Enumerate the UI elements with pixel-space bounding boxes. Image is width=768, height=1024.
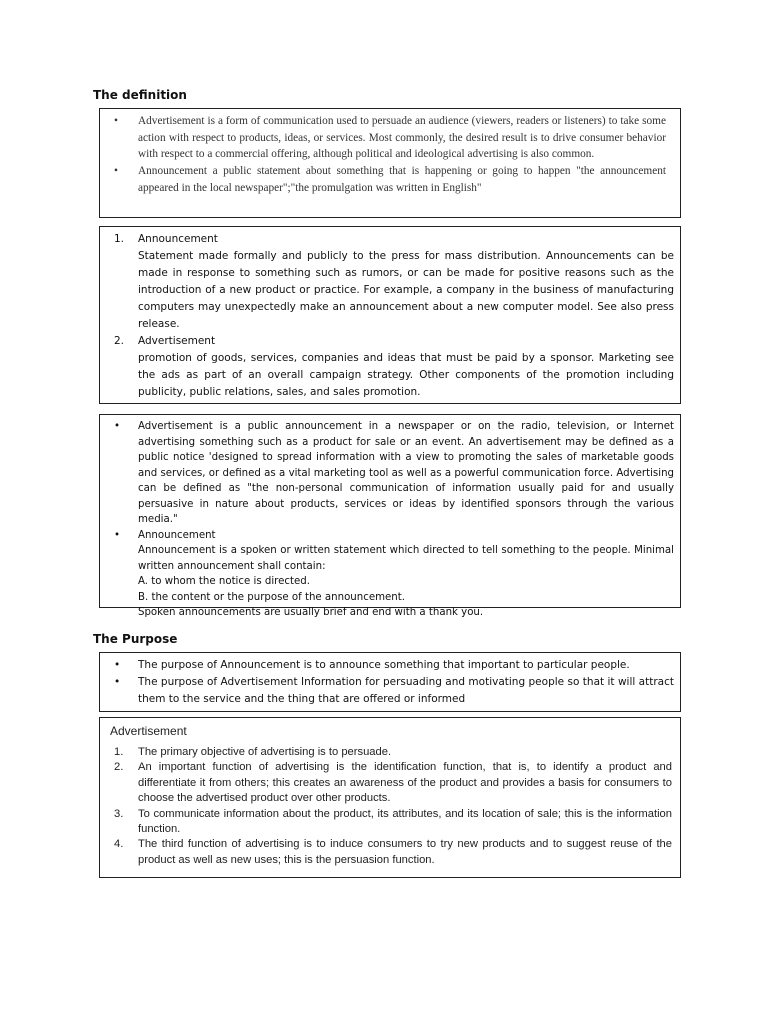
list-item <box>100 657 674 674</box>
list-item-text: To communicate information about the product, its attributes, and its location of sale; this is the information function. <box>138 807 672 836</box>
list-number: 1. <box>114 233 125 245</box>
list-item-text: promotion of goods, services, companies and ideas that must be paid by a sponsor. Marketing see the ads as part of an overall campaign strategy. Other components of the promotion including publicity, public relations, sales, and sales promotion. <box>138 352 674 398</box>
box-title: Advertisement <box>110 724 187 738</box>
list-item-subpoint: A. to whom the notice is directed. <box>138 576 310 587</box>
purpose-box-1 <box>99 652 681 712</box>
list-item <box>100 231 674 333</box>
list-item-text: Advertisement is a form of communication used to persuade an audience (viewers, readers or listeners) to take some action with respect to products, ideas, or services. Most commonly, the desired result is to drive consumer behavior with respect to a commercial offering, although political and ideological advertising is also common. <box>138 115 666 161</box>
list-item-title: Advertisement <box>138 335 216 347</box>
purpose-heading: The Purpose <box>93 632 178 646</box>
list-item <box>100 113 666 163</box>
list-item-text: The purpose of Announcement is to announce something that important to particular people. <box>138 659 630 671</box>
list-item-subpoint: B. the content or the purpose of the announcement. <box>138 591 405 603</box>
list-item <box>100 419 674 528</box>
list-item-title: Announcement <box>138 529 216 541</box>
list-item-text: The third function of advertising is to induce consumers to try new products and to suggest reuse of the product as well as new uses; this is the persuasion function. <box>138 838 672 866</box>
bullet-icon: • <box>114 529 121 541</box>
list-item-text: The purpose of Advertisement Information for persuading and motivating people so that it will attract them to the service and the thing that are offered or informed <box>138 676 674 705</box>
list-item <box>100 837 672 868</box>
list-number: 1. <box>114 746 124 758</box>
bullet-icon: • <box>114 165 118 178</box>
bullet-icon: • <box>114 676 121 688</box>
list-item <box>100 163 666 196</box>
purpose-box-2 <box>99 717 681 878</box>
definition-heading: The definition <box>93 88 187 102</box>
list-item-text: An important function of advertising is the identification function, that is, to identify a product and differentiate it from others; this creates an awareness of the product and provides a basis for consumers to choose the advertised product over other products. <box>138 761 672 805</box>
list-number: 4. <box>114 838 124 851</box>
list-item <box>100 528 674 621</box>
definition-box-3 <box>99 414 681 618</box>
list-number: 3. <box>114 807 124 820</box>
list-item-text: Statement made formally and publicly to the press for mass distribution. Announcements can be made in response to something such as rumors, or can be made for positive reasons such as the introduction of a new product or practice. For example, a company in the business of manufacturing computers may unexpectedly make an announcement about a new computer model. See also press release. <box>138 250 674 330</box>
list-item-title: Announcement <box>138 233 218 245</box>
list-item <box>100 807 672 838</box>
definition-box-1 <box>99 108 681 218</box>
list-item-text: Announcement a public statement about something that is happening or going to happen "the announcement appeared in the local newspaper";"the promulgation was written in English" <box>138 165 666 194</box>
bullet-icon: • <box>114 115 118 127</box>
list-item <box>100 745 672 760</box>
list-item-text: Announcement is a spoken or written statement which directed to tell something to the people. Minimal written announcement shall contain: <box>138 545 674 572</box>
bullet-icon: • <box>114 421 121 432</box>
bullet-icon: • <box>114 659 121 671</box>
list-number: 2. <box>114 335 125 347</box>
list-item-subpoint: Spoken announcements are usually brief and end with a thank you. <box>138 607 484 618</box>
list-item <box>100 674 674 708</box>
list-item-text: The primary objective of advertising is to persuade. <box>138 746 392 758</box>
list-item-text: Advertisement is a public announcement in a newspaper or on the radio, television, or Internet advertising something such as a product for sale or an event. An advertisement may be defined as a public notice 'designed to spread information with a view to promoting the sales of marketable goods and services, or defined as a vital marketing tool as well as a powerful communication force. Advertising can be defined as "the non-personal communication of information usually paid for and usually persuasive in nature about products, services or ideas by identified sponsors through the various media." <box>138 421 674 525</box>
definition-box-2 <box>99 226 681 404</box>
list-item <box>100 333 674 401</box>
list-item <box>100 760 672 806</box>
list-number: 2. <box>114 761 124 774</box>
